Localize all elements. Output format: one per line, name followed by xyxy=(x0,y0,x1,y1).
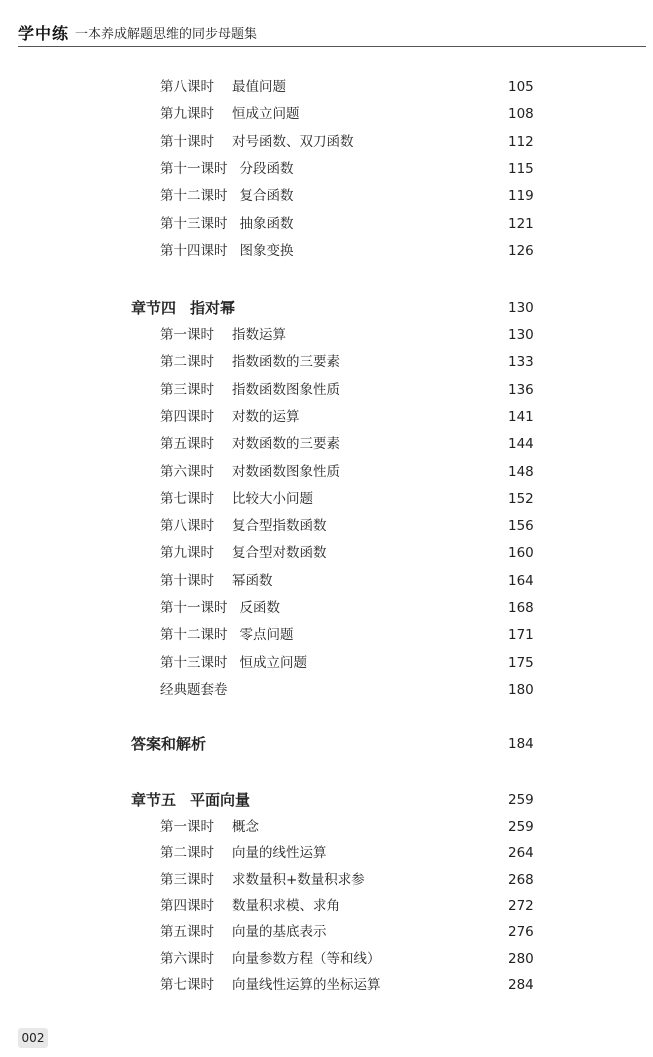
lesson-number: 第十三课时 xyxy=(160,654,228,671)
lesson-topic: 抽象函数 xyxy=(239,215,294,232)
toc-row[interactable] xyxy=(0,185,653,207)
lesson-title xyxy=(160,406,300,428)
page-ref: 112 xyxy=(508,133,534,150)
toc-row[interactable] xyxy=(0,921,653,943)
lesson-title xyxy=(160,597,280,619)
lesson-number: 第十课时 xyxy=(160,133,214,150)
lesson-number: 第六课时 xyxy=(160,463,214,480)
lesson-number: 第五课时 xyxy=(160,436,214,453)
lesson-number: 第一课时 xyxy=(160,327,214,343)
lesson-topic: 对数函数图象性质 xyxy=(232,463,340,480)
page-ref: 164 xyxy=(508,572,534,589)
brand-title: 学中练 xyxy=(18,23,70,43)
page-ref: 130 xyxy=(508,327,534,343)
page-ref: 268 xyxy=(508,871,534,888)
page-ref: 105 xyxy=(508,79,534,95)
toc-row[interactable] xyxy=(0,515,653,537)
page-ref: 108 xyxy=(508,106,534,123)
lesson-number: 第三课时 xyxy=(160,381,214,398)
page-number: 002 xyxy=(18,1028,48,1048)
toc-row[interactable] xyxy=(0,351,653,373)
toc-row[interactable] xyxy=(0,652,653,674)
lesson-title xyxy=(160,324,286,346)
lesson-number: 第十四课时 xyxy=(160,242,228,259)
lesson-topic: 最值问题 xyxy=(232,79,286,95)
lesson-topic: 分段函数 xyxy=(239,160,294,177)
toc-row[interactable] xyxy=(0,842,653,864)
toc-row[interactable] xyxy=(0,948,653,970)
chapter-heading[interactable] xyxy=(0,789,653,811)
page-ref: 272 xyxy=(508,897,534,914)
page-ref: 144 xyxy=(508,436,534,453)
lesson-topic: 向量参数方程（等和线） xyxy=(232,950,381,967)
lesson-topic: 指数函数图象性质 xyxy=(232,381,340,398)
lesson-number: 第九课时 xyxy=(160,106,214,123)
page-ref: 119 xyxy=(508,188,534,205)
lesson-number: 第五课时 xyxy=(160,924,214,941)
toc-row[interactable] xyxy=(0,379,653,401)
lesson-topic: 对号函数、双刀函数 xyxy=(232,133,354,150)
lesson-number: 第十课时 xyxy=(160,572,214,589)
page-ref: 126 xyxy=(508,242,534,259)
chapter-title xyxy=(131,789,250,811)
lesson-number: 第二课时 xyxy=(160,354,214,371)
toc-row[interactable] xyxy=(0,597,653,619)
lesson-topic: 复合型对数函数 xyxy=(232,545,327,562)
lesson-title xyxy=(160,131,354,153)
lesson-topic: 对数函数的三要素 xyxy=(232,436,340,453)
lesson-title xyxy=(160,185,294,207)
lesson-number: 第十二课时 xyxy=(160,627,228,644)
header-divider xyxy=(18,46,646,47)
page-ref: 259 xyxy=(508,819,534,835)
toc-row[interactable] xyxy=(0,158,653,180)
lesson-topic: 反函数 xyxy=(239,600,280,616)
page-ref: 264 xyxy=(508,845,534,862)
toc-row[interactable] xyxy=(0,213,653,235)
page-ref: 175 xyxy=(508,654,534,671)
lesson-title xyxy=(160,213,294,235)
lesson-title xyxy=(160,921,327,943)
page-ref: 141 xyxy=(508,408,534,425)
toc-row[interactable] xyxy=(0,433,653,455)
toc-row[interactable] xyxy=(0,240,653,262)
lesson-topic: 恒成立问题 xyxy=(232,106,300,123)
lesson-title xyxy=(160,869,365,891)
page-ref: 133 xyxy=(508,354,534,371)
lesson-title xyxy=(160,515,327,537)
lesson-topic: 零点问题 xyxy=(239,627,294,644)
lesson-number: 第一课时 xyxy=(160,819,214,835)
toc-row[interactable] xyxy=(0,679,653,701)
page-ref: 160 xyxy=(508,545,534,562)
lesson-title xyxy=(160,76,286,98)
lesson-title xyxy=(160,488,313,510)
lesson-topic: 概念 xyxy=(232,819,259,835)
lesson-title xyxy=(160,652,307,674)
lesson-title xyxy=(160,816,259,838)
chapter-heading[interactable] xyxy=(0,297,653,319)
toc-row[interactable] xyxy=(0,624,653,646)
lesson-number: 第七课时 xyxy=(160,976,214,993)
toc-row[interactable] xyxy=(0,76,653,98)
chapter-label: 答案和解析 xyxy=(131,735,207,753)
toc-row[interactable] xyxy=(0,974,653,996)
page-ref: 152 xyxy=(508,490,534,507)
lesson-number: 第九课时 xyxy=(160,545,214,562)
lesson-number: 第六课时 xyxy=(160,950,214,967)
page-ref: 168 xyxy=(508,600,534,616)
lesson-topic: 经典题套卷 xyxy=(160,681,228,698)
lesson-title xyxy=(160,379,340,401)
lesson-topic: 复合函数 xyxy=(239,188,294,205)
lesson-title xyxy=(160,570,273,592)
page-ref: 284 xyxy=(508,976,534,993)
lesson-number: 第八课时 xyxy=(160,518,214,535)
page-ref: 280 xyxy=(508,950,534,967)
page-ref: 130 xyxy=(508,300,534,316)
lesson-title xyxy=(160,842,327,864)
lesson-topic: 对数的运算 xyxy=(232,408,300,425)
lesson-topic: 指数函数的三要素 xyxy=(232,354,340,371)
toc-row[interactable] xyxy=(0,816,653,838)
lesson-topic: 向量的基底表示 xyxy=(232,924,327,941)
lesson-title xyxy=(160,158,294,180)
chapter-label: 章节五 xyxy=(131,791,177,809)
chapter-heading[interactable] xyxy=(0,733,653,755)
page-ref: 136 xyxy=(508,381,534,398)
lesson-topic: 求数量积+数量积求参 xyxy=(232,871,365,888)
toc-row[interactable] xyxy=(0,895,653,917)
toc-row[interactable] xyxy=(0,131,653,153)
page-ref: 156 xyxy=(508,518,534,535)
lesson-title xyxy=(160,679,228,701)
page-ref: 121 xyxy=(508,215,534,232)
page-ref: 115 xyxy=(508,160,534,177)
lesson-number: 第四课时 xyxy=(160,897,214,914)
lesson-topic: 指数运算 xyxy=(232,327,286,343)
lesson-title xyxy=(160,103,300,125)
lesson-topic: 数量积求模、求角 xyxy=(232,897,340,914)
chapter-label: 章节四 xyxy=(131,299,177,317)
lesson-number: 第七课时 xyxy=(160,490,214,507)
toc-row[interactable] xyxy=(0,324,653,346)
page-ref: 184 xyxy=(508,736,534,752)
page-ref: 148 xyxy=(508,463,534,480)
lesson-number: 第四课时 xyxy=(160,408,214,425)
lesson-number: 第十一课时 xyxy=(160,160,228,177)
lesson-topic: 恒成立问题 xyxy=(239,654,307,671)
toc-row[interactable] xyxy=(0,406,653,428)
lesson-title xyxy=(160,351,340,373)
toc-row[interactable] xyxy=(0,488,653,510)
lesson-topic: 图象变换 xyxy=(239,242,294,259)
page-header xyxy=(18,22,643,42)
toc-row[interactable] xyxy=(0,461,653,483)
lesson-number: 第三课时 xyxy=(160,871,214,888)
chapter-title xyxy=(131,297,235,319)
toc-row[interactable] xyxy=(0,570,653,592)
chapter-title xyxy=(131,733,206,755)
page-ref: 180 xyxy=(508,681,534,698)
lesson-number: 第十一课时 xyxy=(160,600,228,616)
lesson-title xyxy=(160,948,381,970)
lesson-topic: 幂函数 xyxy=(232,572,273,589)
page-ref: 276 xyxy=(508,924,534,941)
lesson-title xyxy=(160,974,381,996)
chapter-name: 指对幂 xyxy=(190,299,236,317)
lesson-topic: 比较大小问题 xyxy=(232,490,313,507)
page-ref: 259 xyxy=(508,792,534,808)
lesson-topic: 复合型指数函数 xyxy=(232,518,327,535)
book-subtitle: 一本养成解题思维的同步母题集 xyxy=(75,26,258,42)
lesson-number: 第八课时 xyxy=(160,79,214,95)
lesson-title xyxy=(160,542,327,564)
page-ref: 171 xyxy=(508,627,534,644)
toc-row[interactable] xyxy=(0,869,653,891)
lesson-title xyxy=(160,240,294,262)
lesson-title xyxy=(160,624,294,646)
lesson-topic: 向量线性运算的坐标运算 xyxy=(232,976,381,993)
lesson-number: 第十三课时 xyxy=(160,215,228,232)
lesson-title xyxy=(160,433,340,455)
lesson-title xyxy=(160,895,340,917)
toc-row[interactable] xyxy=(0,542,653,564)
lesson-topic: 向量的线性运算 xyxy=(232,845,327,862)
lesson-title xyxy=(160,461,340,483)
lesson-number: 第二课时 xyxy=(160,845,214,862)
toc-row[interactable] xyxy=(0,103,653,125)
lesson-number: 第十二课时 xyxy=(160,188,228,205)
chapter-name: 平面向量 xyxy=(190,791,251,809)
